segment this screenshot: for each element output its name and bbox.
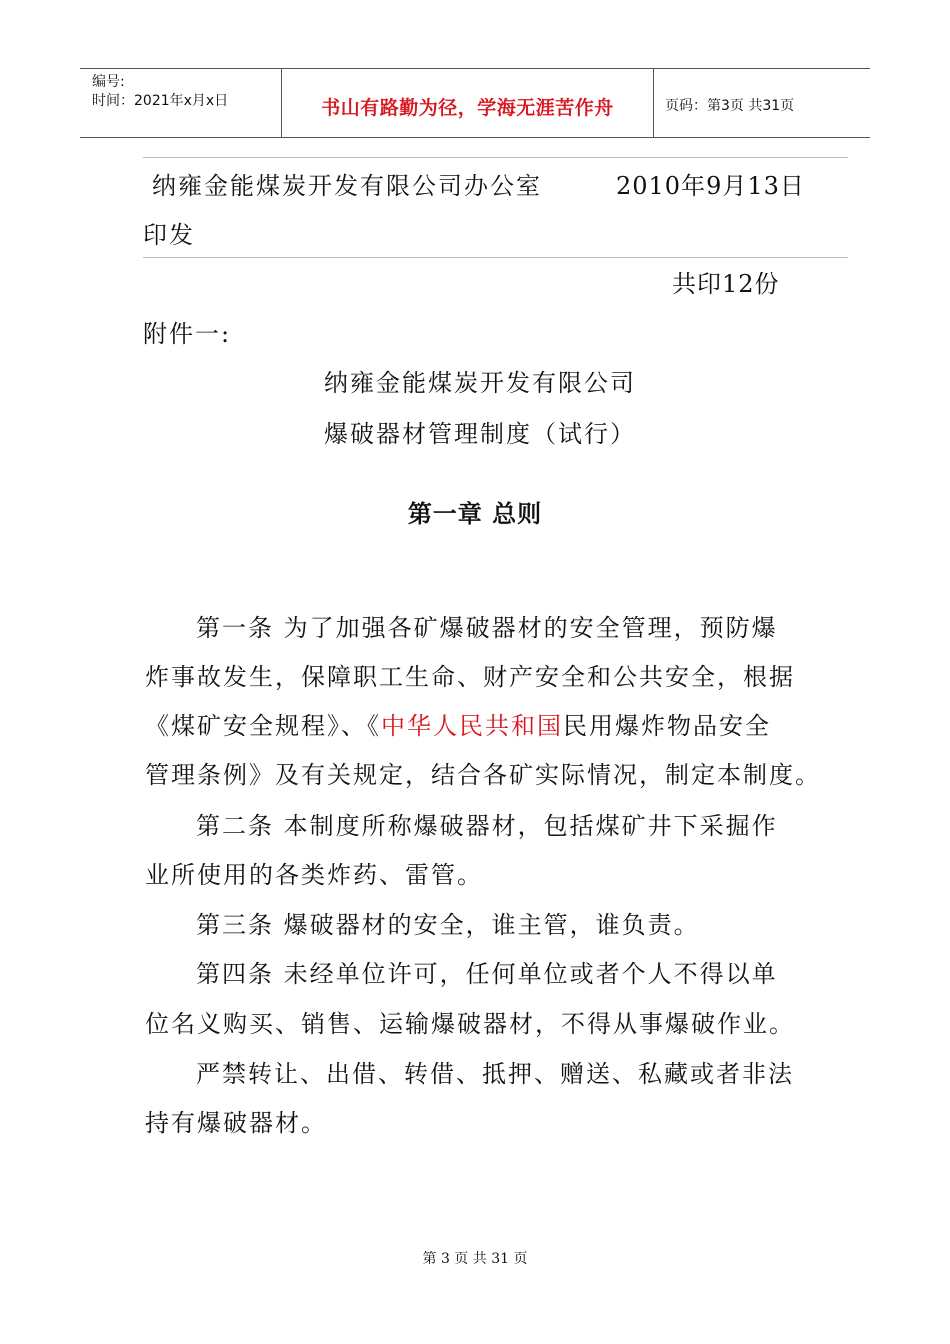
header-number: 编号: (92, 74, 125, 90)
article-4-line-1: 第四条 未经单位许可，任何单位或者个人不得以单 (196, 960, 778, 988)
article-1-line-3-a: 《煤矿安全规程》、《 (145, 712, 381, 740)
page-header (80, 68, 870, 138)
header-motto: 书山有路勤为径，学海无涯苦作舟 (321, 97, 614, 119)
article-1-line-2: 炸事故发生，保障职工生命、财产安全和公共安全，根据 (145, 663, 795, 691)
article-2-line-1: 第二条 本制度所称爆破器材，包括煤矿井下采掘作 (196, 812, 778, 840)
title-document: 爆破器材管理制度（试行） (324, 420, 636, 448)
header-divider (653, 69, 654, 137)
article-4-line-2: 位名义购买、销售、运输爆破器材，不得从事爆破作业。 (145, 1010, 795, 1038)
article-4-line-4: 持有爆破器材。 (145, 1109, 327, 1137)
divider-bottom (143, 257, 848, 258)
issuer-date: 2010年9月13日 (616, 172, 805, 200)
article-4-line-3: 严禁转让、出借、转借、抵押、赠送、私藏或者非法 (196, 1060, 794, 1088)
divider-top (143, 157, 848, 158)
header-time: 时间：2021年x月x日 (92, 93, 229, 109)
chapter-heading: 第一章 总则 (407, 500, 543, 528)
attachment-label: 附件一: (143, 320, 232, 348)
issuer-office: 纳雍金能煤炭开发有限公司办公室 (152, 172, 542, 200)
article-1-line-4: 管理条例》及有关规定，结合各矿实际情况，制定本制度。 (145, 761, 821, 789)
header-page-info: 页码：第3页 共31页 (665, 98, 795, 114)
article-2-line-2: 业所使用的各类炸药、雷管。 (145, 861, 483, 889)
page-footer: 第 3 页 共 31 页 (422, 1251, 528, 1267)
issuer-copies: 共印12份 (672, 270, 780, 298)
law-name-highlight: 中华人民共和国 (381, 712, 563, 740)
issuer-issued: 印发 (143, 221, 195, 249)
title-company: 纳雍金能煤炭开发有限公司 (324, 369, 636, 397)
article-1-line-3 (145, 710, 771, 742)
header-meta (92, 73, 228, 111)
article-3-line-1: 第三条 爆破器材的安全，谁主管，谁负责。 (196, 911, 700, 939)
article-1-line-1: 第一条 为了加强各矿爆破器材的安全管理，预防爆 (196, 614, 778, 642)
article-1-line-3-b: 民用爆炸物品安全 (563, 712, 771, 740)
